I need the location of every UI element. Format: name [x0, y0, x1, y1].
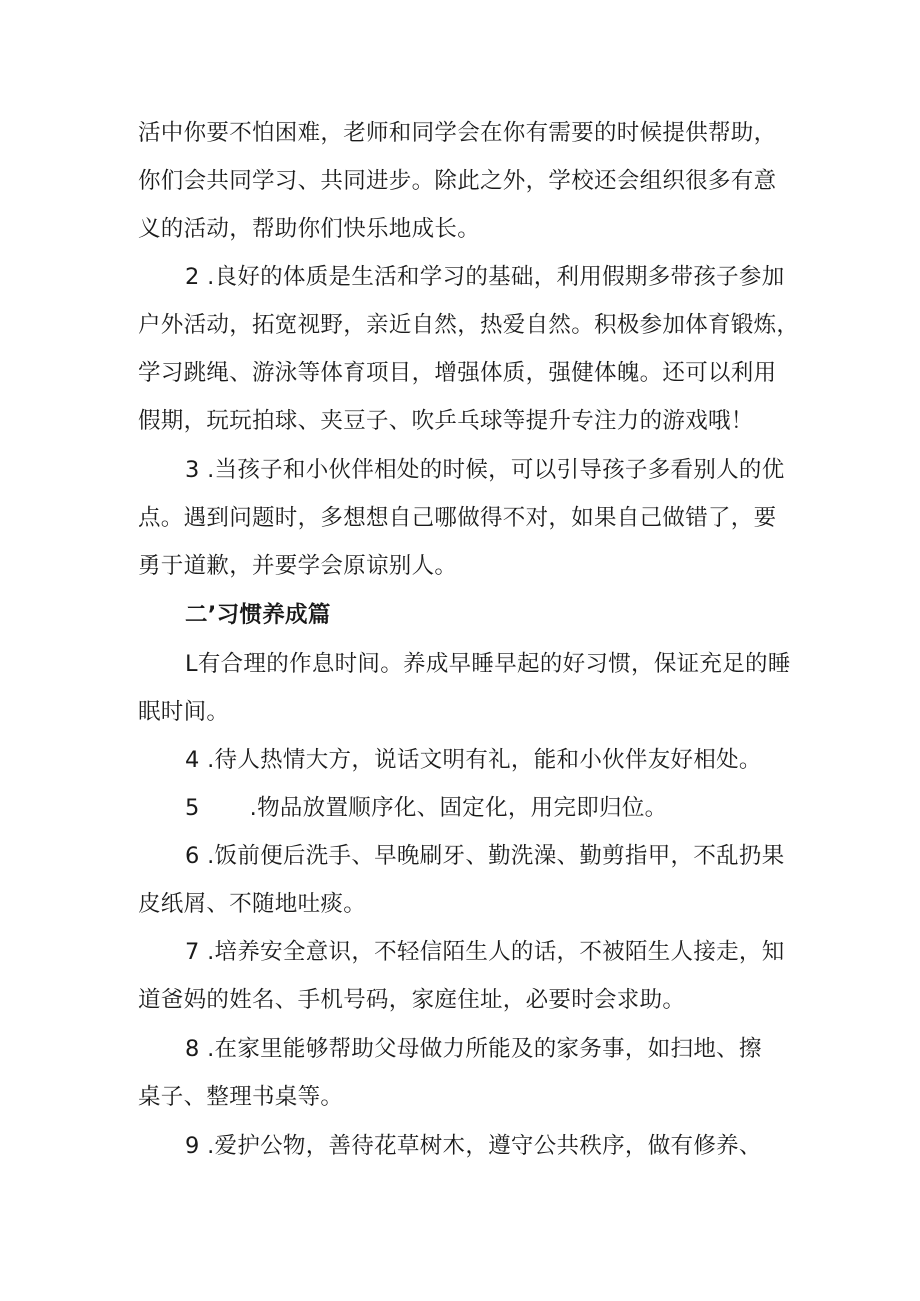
- paragraph-line: 活中你要不怕困难，老师和同学会在你有需要的时候提供帮助，: [138, 120, 777, 146]
- list-item-5-text: .物品放置顺序化、固定化，用完即归位。: [249, 795, 668, 821]
- list-item-6-line: 6 .饭前便后洗手、早晚刷牙、勤洗澡、勤剪指甲，不乱扔果: [185, 843, 785, 869]
- list-item-4-line: 4 .待人热情大方，说话文明有礼，能和小伙伴友好相处。: [185, 747, 762, 773]
- paragraph-line: 你们会共同学习、共同进步。除此之外，学校还会组织很多有意: [138, 168, 777, 194]
- list-item-8-line: 8 .在家里能够帮助父母做力所能及的家务事，如扫地、擦: [185, 1036, 762, 1062]
- list-item-5-number: 5: [185, 795, 200, 821]
- paragraph-line: 点。遇到问题时，多想想自己哪做得不对，如果自己做错了，要: [138, 505, 777, 531]
- list-item-9-line: 9 .爱护公物，善待花草树木，遵守公共秩序，做有修养、: [185, 1133, 762, 1159]
- list-item-2-line: 2 .良好的体质是生活和学习的基础，利用假期多带孩子参加: [185, 264, 785, 290]
- paragraph-line: 眠时间。: [138, 699, 230, 725]
- list-item-5-line: [185, 793, 845, 823]
- list-item-1-line: L有合理的作息时间。养成早睡早起的好习惯，保证充足的睡: [185, 651, 791, 677]
- paragraph-line: 户外活动，拓宽视野，亲近自然，热爱自然。积极参加体育锻炼，: [138, 312, 800, 338]
- paragraph-line: 假期，玩玩拍球、夹豆子、吹乒乓球等提升专注力的游戏哦！: [138, 408, 754, 434]
- list-item-3-line: 3 .当孩子和小伙伴相处的时候，可以引导孩子多看别人的优: [185, 457, 785, 483]
- paragraph-line: 道爸妈的姓名、手机号码，家庭住址，必要时会求助。: [138, 987, 686, 1013]
- paragraph-line: 勇于道歉，并要学会原谅别人。: [138, 553, 458, 579]
- section-heading: 二’习惯养成篇: [185, 602, 331, 628]
- list-item-7-line: 7 .培养安全意识，不轻信陌生人的话，不被陌生人接走，知: [185, 939, 785, 965]
- paragraph-line: 学习跳绳、游泳等体育项目，增强体质，强健体魄。还可以利用: [138, 360, 777, 386]
- paragraph-line: 皮纸屑、不随地吐痰。: [138, 891, 367, 917]
- paragraph-line: 义的活动，帮助你们快乐地成长。: [138, 216, 481, 242]
- paragraph-line: 桌子、整理书桌等。: [138, 1084, 344, 1110]
